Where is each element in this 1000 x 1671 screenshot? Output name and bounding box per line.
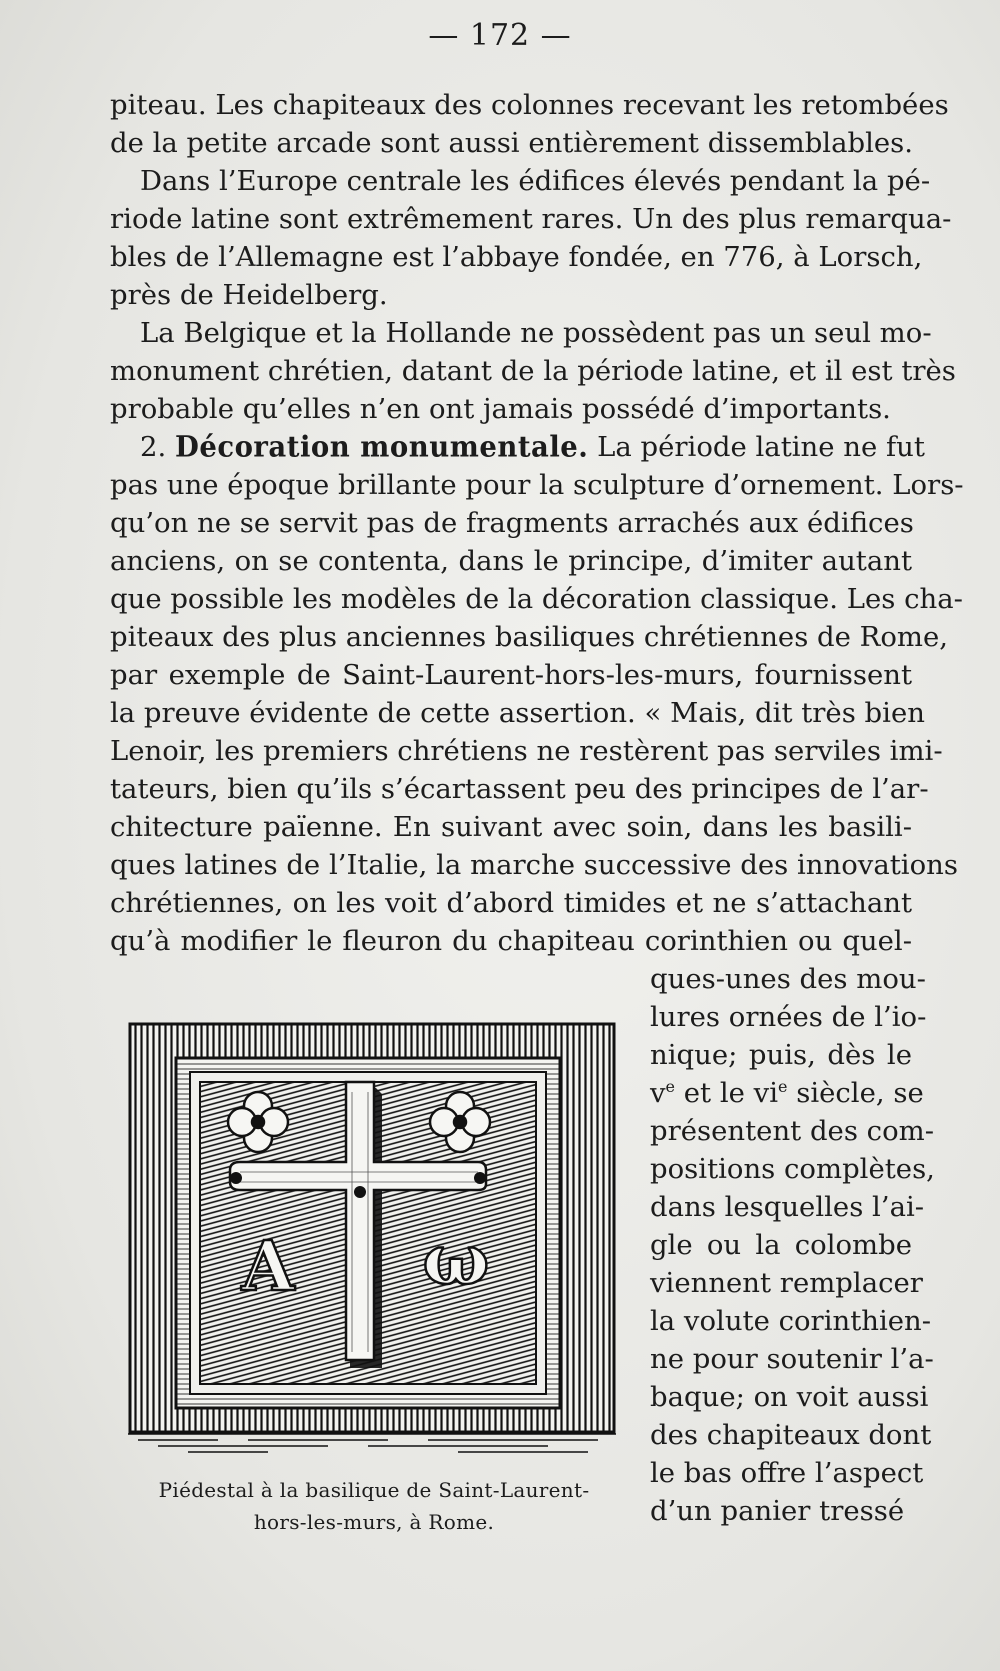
- text-fragment: et le: [683, 1077, 745, 1109]
- text-line: nique; puis, dès le: [650, 1039, 912, 1071]
- text-line: piteau. Les chapiteaux des colonnes recevant les retombées: [110, 89, 949, 121]
- text-line: chrétiennes, on les voit d’abord timides et ne s’attachant: [110, 887, 912, 919]
- text-line: Dans l’Europe centrale les édifices élevés pendant la pé-: [140, 165, 931, 197]
- century-numeral: vi: [753, 1077, 778, 1109]
- text-line: dans lesquelles l’ai-: [650, 1191, 925, 1223]
- text-line: présentent des com-: [650, 1115, 935, 1147]
- text-fragment: siècle, se: [796, 1077, 924, 1109]
- text-line: qu’on ne se servit pas de fragments arrachés aux édifices: [110, 507, 914, 539]
- text-line: monument chrétien, datant de la période latine, et il est très: [110, 355, 956, 387]
- text-line: baque; on voit aussi: [650, 1381, 929, 1413]
- section-text: La période latine ne fut: [597, 431, 925, 463]
- figure-caption: [128, 1474, 620, 1538]
- text-line: d’un panier tressé: [650, 1495, 905, 1527]
- section-heading-line: [140, 428, 925, 466]
- text-line: chitecture païenne. En suivant avec soin, dans les basili-: [110, 811, 912, 843]
- text-line: ques-unes des mou-: [650, 963, 926, 995]
- page-number: — 172 —: [428, 18, 572, 53]
- century-numeral: v: [650, 1077, 666, 1109]
- pedestal-engraving: [128, 1022, 618, 1442]
- caption-line: Piédestal à la basilique de Saint-Laurent-: [158, 1478, 590, 1502]
- text-line: viennent remplacer: [650, 1267, 923, 1299]
- text-line: anciens, on se contenta, dans le principe, d’imiter autant: [110, 545, 912, 577]
- text-line: le bas offre l’aspect: [650, 1457, 924, 1489]
- section-title: Décoration monumentale.: [175, 430, 589, 464]
- text-line: de la petite arcade sont aussi entièrement dissemblables.: [110, 127, 914, 159]
- text-line: ne pour soutenir l’a-: [650, 1343, 934, 1375]
- text-line: qu’à modifier le fleuron du chapiteau corinthien ou quel-: [110, 925, 912, 957]
- text-line: La Belgique et la Hollande ne possèdent pas un seul mo-: [140, 317, 932, 349]
- text-line-centuries: [650, 1074, 924, 1112]
- section-number: 2.: [140, 431, 167, 463]
- omega-letter: ω: [422, 1218, 490, 1301]
- text-line: la volute corinthien-: [650, 1305, 932, 1337]
- text-line: la preuve évidente de cette assertion. « Mais, dit très bien: [110, 697, 925, 729]
- text-line: bles de l’Allemagne est l’abbaye fondée, en 776, à Lorsch,: [110, 241, 923, 273]
- text-line: piteaux des plus anciennes basiliques chrétiennes de Rome,: [110, 621, 949, 653]
- text-line: probable qu’elles n’en ont jamais possédé d’importants.: [110, 393, 891, 425]
- caption-line: hors-les-murs, à Rome.: [253, 1510, 495, 1534]
- text-line: tateurs, bien qu’ils s’écartassent peu des principes de l’ar-: [110, 773, 929, 805]
- text-line: pas une époque brillante pour la sculpture d’ornement. Lors-: [110, 469, 964, 501]
- text-line: ques latines de l’Italie, la marche successive des innovations: [110, 849, 958, 881]
- century-suffix: e: [665, 1076, 676, 1096]
- text-line: Lenoir, les premiers chrétiens ne restèrent pas serviles imi-: [110, 735, 943, 767]
- text-line: positions complètes,: [650, 1153, 935, 1185]
- century-suffix: e: [778, 1076, 788, 1096]
- text-line: lures ornées de l’io-: [650, 1001, 927, 1033]
- text-line: près de Heidelberg.: [110, 279, 388, 311]
- text-line: des chapiteaux dont: [650, 1419, 932, 1451]
- text-line: par exemple de Saint-Laurent-hors-les-murs, fournissent: [110, 659, 912, 691]
- text-line: que possible les modèles de la décoration classique. Les cha-: [110, 583, 963, 615]
- text-line: gle ou la colombe: [650, 1229, 912, 1261]
- text-line: riode latine sont extrêmement rares. Un des plus remarqua-: [110, 203, 952, 235]
- alpha-letter: A: [241, 1227, 295, 1307]
